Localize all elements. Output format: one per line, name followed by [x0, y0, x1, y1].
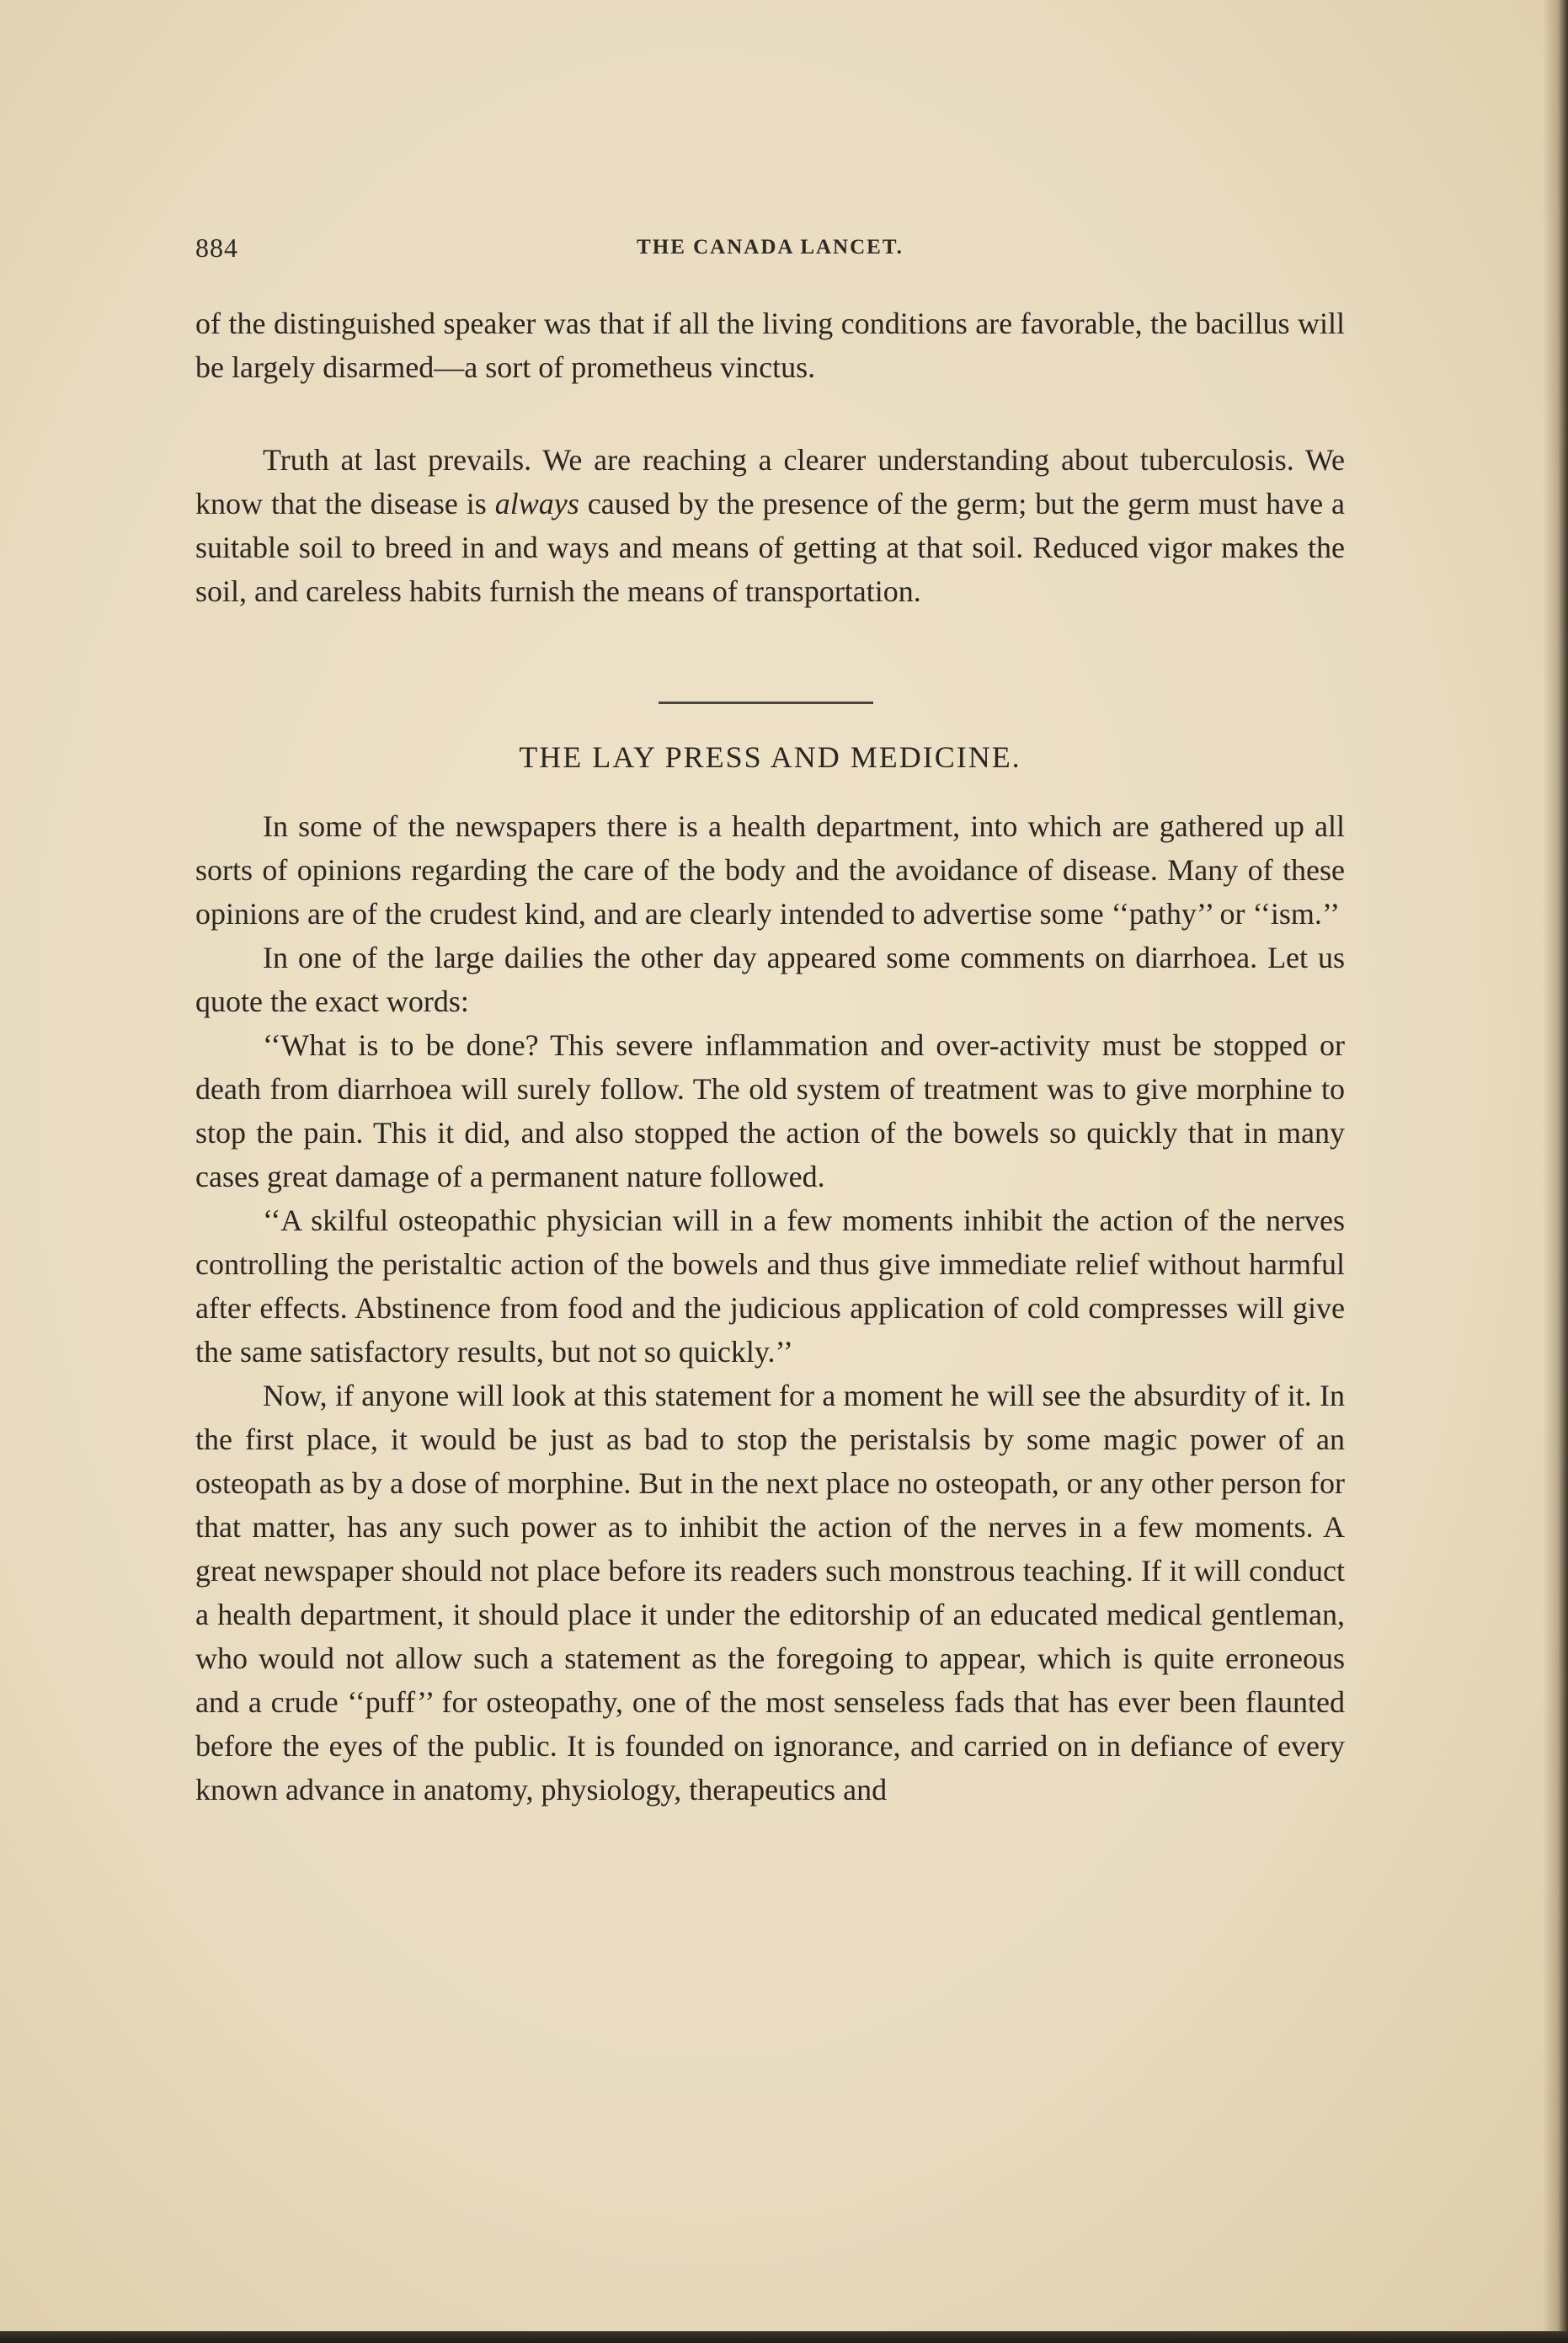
paragraph-text: Truth at last prevails. We are reaching a clearer understanding about tuberculosis. We know that the disease is	[195, 443, 1345, 520]
paragraph-text: caused by the presence of the germ; but the germ must have a suitable soil to breed in and ways and means of getting at that soil. Reduced vigor makes the soil, and careless habits furnish the means of transportation.	[195, 487, 1345, 608]
paragraph: Now, if anyone will look at this statement for a moment he will see the absurdity of it. In the first place, it would be just as bad to stop the peristalsis by some magic power of an osteopath as by a dose of morphine. But in the next place no osteopath, or any other person for that matter, has any such power as to inhibit the action of the nerves in a few moments. A great newspaper should not place before its readers such monstrous teaching. If it will conduct a health department, it should place it under the editorship of an educated medical gentleman, who would not allow such a statement as the foregoing to appear, which is quite erroneous and a crude ‘‘puff’’ for osteopathy, one of the most senseless fads that has ever been flaunted before the eyes of the public. It is founded on ignorance, and carried on in defiance of every known advance in anatomy, physiology, therapeutics and	[195, 1379, 1345, 1807]
paragraph: In some of the newspapers there is a health department, into which are gathered up all sorts of opinions regarding the care of the body and the avoidance of disease. Many of these opinions are of the crudest kind, and are clearly intended to advertise some ‘‘pathy’’ or ‘‘ism.’’	[195, 809, 1345, 931]
page-bottom-edge	[0, 2331, 1568, 2343]
page-gutter-shadow	[1543, 0, 1568, 2343]
section-body	[195, 804, 1345, 1812]
quoted-paragraph: ‘‘What is to be done? This severe inflammation and over-activity must be stopped or death from diarrhoea will surely follow. The old system of treatment was to give morphine to stop the pain. This it did, and also stopped the action of the bowels so quickly that in many cases great damage of a permanent nature followed.	[195, 1028, 1345, 1193]
paragraph: In one of the large dailies the other day appeared some comments on diarrhoea. Let us quote the exact words:	[195, 941, 1345, 1018]
section-divider	[659, 702, 873, 704]
paragraph-continuation: of the distinguished speaker was that if all the living conditions are favorable, the bacillus will be largely disarmed—a sort of prometheus vinctus.	[195, 307, 1345, 384]
page-number: 884	[195, 232, 238, 263]
running-head: THE CANADA LANCET.	[637, 236, 904, 259]
paragraph-truth	[195, 438, 1345, 613]
page-header	[195, 232, 1345, 275]
emphasis-text: always	[494, 487, 579, 520]
section-title: THE LAY PRESS AND MEDICINE.	[519, 740, 1021, 774]
quoted-paragraph: ‘‘A skilful osteopathic physician will in a few moments inhibit the action of the nerves controlling the peristaltic action of the bowels and thus give immediate relief without harmful after effects. Abstinence from food and the judicious application of cold compresses will give the same satisfactory results, but not so quickly.’’	[195, 1204, 1345, 1369]
